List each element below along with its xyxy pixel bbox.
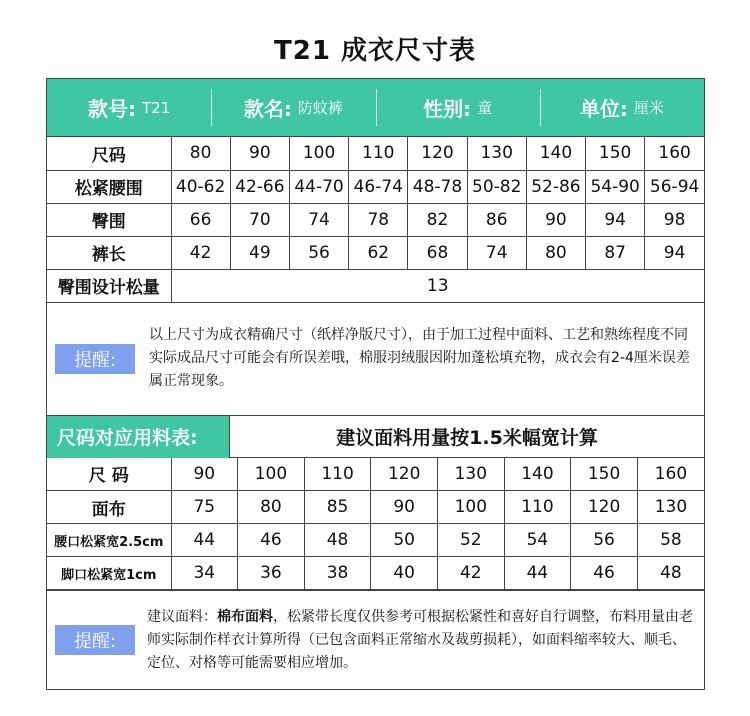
material-section-note: 建议面料用量按1.5米幅宽计算 [229,416,704,457]
table-cell: 150 [586,137,645,170]
table-cell: 44 [504,557,571,590]
table-cell: 100 [438,491,505,524]
table-cell: 40 [371,557,438,590]
header-unit [540,79,704,136]
ease-value: 13 [171,269,704,302]
table-cell: 48-78 [408,170,467,203]
table-cell: 48 [304,524,371,557]
table-cell: 130 [467,137,526,170]
row-label: 面布 [47,491,171,524]
ease-row [47,269,704,302]
table-cell: 56-94 [645,170,704,203]
table-cell: 90 [230,137,289,170]
header-label: 性别: [423,97,472,121]
table-cell: 44 [171,524,238,557]
table-row [47,236,704,269]
table-cell: 58 [637,524,704,557]
table-row [47,458,704,491]
table-cell: 80 [238,491,305,524]
material-section-label: 尺码对应用料表: [47,416,229,457]
table-cell: 50-82 [467,170,526,203]
table-cell: 46 [571,557,638,590]
row-label: 尺 码 [47,458,171,491]
table-row [47,170,704,203]
table-cell: 94 [645,236,704,269]
table-cell: 110 [504,491,571,524]
table-cell: 80 [171,137,230,170]
table-cell: 140 [504,458,571,491]
table-cell: 80 [526,236,585,269]
table-cell: 87 [586,236,645,269]
reminder-prefix: 建议面料： [147,608,217,625]
header-value: 厘米 [633,99,664,117]
table-cell: 52 [438,524,505,557]
table-cell: 74 [289,203,348,236]
reminder-text [135,606,704,675]
table-cell: 90 [171,458,238,491]
table-cell: 86 [467,203,526,236]
header-label: 款号: [88,97,136,121]
header-value: T21 [142,98,171,117]
row-label: 松紧腰围 [47,170,171,203]
table-cell: 56 [289,236,348,269]
reminder-note-1 [47,303,704,416]
table-cell: 74 [467,236,526,269]
header-label: 单位: [579,97,628,121]
table-cell: 100 [238,458,305,491]
table-cell: 68 [408,236,467,269]
table-cell: 98 [645,203,704,236]
table-cell: 94 [586,203,645,236]
table-cell: 44-70 [289,170,348,203]
table-cell: 54-90 [586,170,645,203]
reminder-body: ，松紧带长度仅供参考可根据松紧性和喜好自行调整，布料用量由老师实际制作样衣计算所得（已包含面料正常缩水及裁剪损耗），如面料缩率较大、顺毛、定位、对格等可能需要相应增加。 [147,608,693,671]
table-cell: 78 [349,203,408,236]
table-cell: 160 [637,458,704,491]
table-cell: 110 [349,137,408,170]
header-style-name [211,79,375,136]
header-label: 款名: [243,97,292,121]
table-cell: 48 [637,557,704,590]
table-cell: 36 [238,557,305,590]
table-cell: 54 [504,524,571,557]
reminder-tag: 提醒: [55,625,135,655]
table-cell: 42 [438,557,505,590]
table-cell: 160 [645,137,704,170]
table-cell: 46-74 [349,170,408,203]
table-cell: 150 [571,458,638,491]
table-cell: 49 [230,236,289,269]
table-cell: 120 [371,458,438,491]
header-value: 童 [477,99,493,117]
table-cell: 130 [438,458,505,491]
table-cell: 90 [526,203,585,236]
table-cell: 66 [171,203,230,236]
table-cell: 130 [637,491,704,524]
table-cell: 56 [571,524,638,557]
table-cell: 85 [304,491,371,524]
table-cell: 120 [571,491,638,524]
table-cell: 62 [349,236,408,269]
row-label: 尺码 [47,137,171,170]
table-cell: 90 [371,491,438,524]
page-title: T21 成衣尺寸表 [274,36,476,66]
table-cell: 38 [304,557,371,590]
reminder-note-2 [47,590,704,689]
size-table [47,137,704,303]
table-cell: 82 [408,203,467,236]
table-cell: 100 [289,137,348,170]
table-row [47,557,704,590]
table-cell: 140 [526,137,585,170]
material-table [47,458,704,591]
reminder-fabric: 棉布面料 [217,608,273,625]
table-row [47,203,704,236]
table-cell: 50 [371,524,438,557]
table-cell: 42 [171,236,230,269]
header-value: 防蚊裤 [297,99,343,117]
ease-label: 臀围设计松量 [47,269,171,302]
table-cell: 46 [238,524,305,557]
table-cell: 40-62 [171,170,230,203]
reminder-tag: 提醒: [55,344,135,374]
material-section-header [47,416,704,458]
table-cell: 34 [171,557,238,590]
header-gender [376,79,540,136]
row-label: 臀围 [47,203,171,236]
row-label: 裤长 [47,236,171,269]
table-cell: 110 [304,458,371,491]
table-cell: 120 [408,137,467,170]
table-cell: 52-86 [526,170,585,203]
table-cell: 42-66 [230,170,289,203]
table-row [47,491,704,524]
table-cell: 75 [171,491,238,524]
product-header [47,79,704,137]
size-chart [46,78,705,690]
table-cell: 70 [230,203,289,236]
row-label: 脚口松紧宽1cm [47,557,171,590]
table-row [47,524,704,557]
table-row [47,137,704,170]
header-style-no [47,79,211,136]
reminder-text: 以上尺寸为成衣精确尺寸（纸样净版尺寸），由于加工过程中面料、工艺和熟练程度不同实际成品尺寸可能会有所误差哦，棉服羽绒服因附加蓬松填充物，成衣会有2-4厘米误差属正常现象。 [149,327,690,389]
row-label: 腰口松紧宽2.5cm [47,524,171,557]
